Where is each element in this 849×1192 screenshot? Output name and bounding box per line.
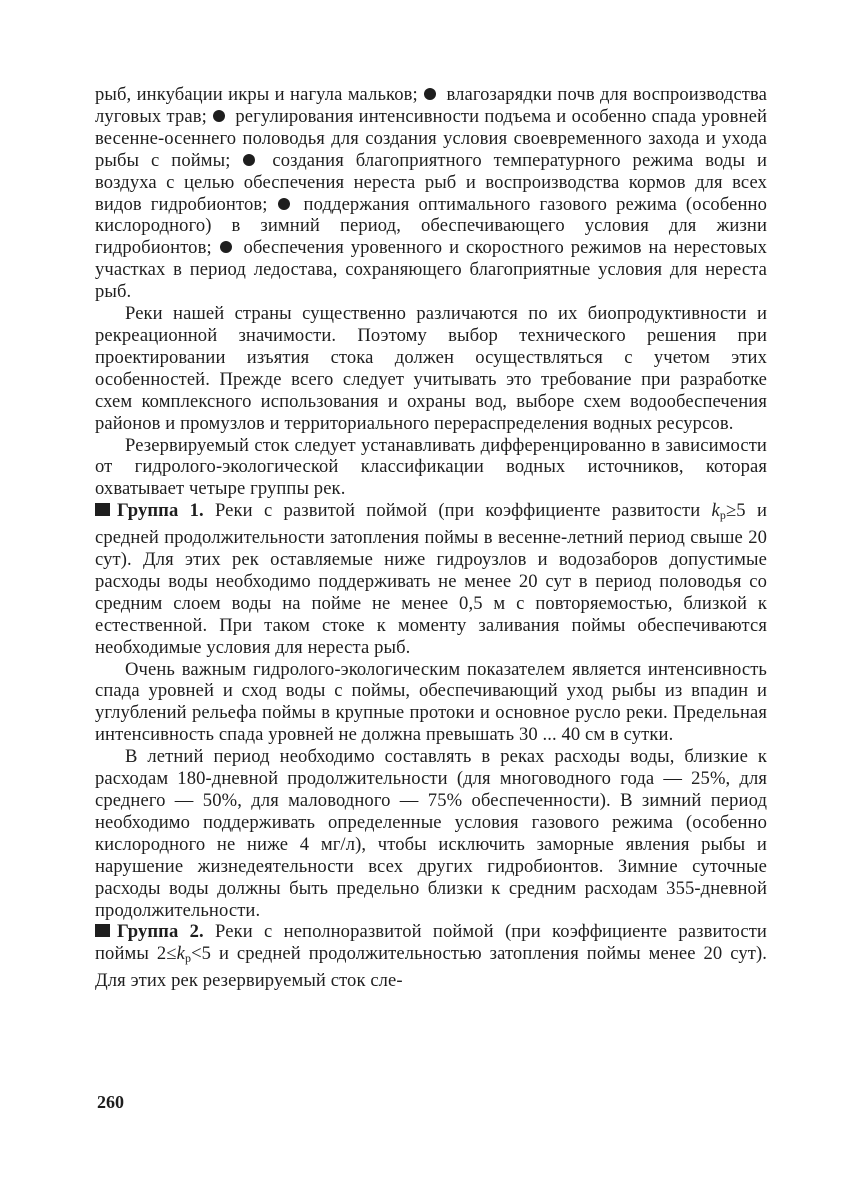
square-marker-icon	[95, 924, 110, 937]
text-segment: влагозарядки почв для воспроизводства луговых трав;	[95, 84, 768, 127]
group-1-label: Группа 1.	[117, 500, 204, 522]
math-subscript: p	[184, 951, 192, 966]
math-variable: k	[711, 500, 720, 522]
math-relation: <5	[191, 943, 212, 965]
text-segment: Реки с неполноразвитой поймой (при коэффициенте развитости поймы	[95, 921, 767, 965]
bullet-dot-icon	[213, 110, 225, 122]
paragraph-6: В летний период необходимо составлять в реках расходы воды, близкие к расходам 180-дневной продолжительности (для многоводного года — 25%, для среднего — 50%, для маловодного — 75% обеспеченности). В зимний период необходимо поддерживать определенные условия газового режима (особенно кислородного не ниже 4 мг/л), чтобы исключить заморные явления рыбы и нарушение жизнедеятельности всех других гидробионтов. Зимние суточные расходы воды должны быть предельно близки к средним расходам 355-дневной продолжительности.	[95, 746, 767, 921]
page-body	[95, 84, 767, 992]
paragraph-3: Резервируемый сток следует устанавливать дифференцированно в зависимости от гидролого-экологической классификации водных источников, которая охватывает четыре группы рек.	[95, 434, 767, 500]
text-segment: Реки с развитой поймой (при коэффициенте развитости	[214, 500, 701, 522]
group-2-label: Группа 2.	[117, 921, 204, 943]
paragraph-5: Очень важным гидролого-экологическим показателем является интенсивность спада уровней и сход воды с поймы, обеспечивающий уход рыбы из впадин и углублений рельефа поймы в крупные протоки и основное русло реки. Предельная интенсивность спада уровней не должна превышать 30 ... 40 см в сутки.	[95, 658, 767, 746]
square-marker-icon	[95, 503, 110, 516]
bullet-dot-icon	[243, 154, 255, 166]
text-segment: поддержания оптимального газового режима (особенно кислородного) в зимний период, обеспечивающего условия для жизни гидробионтов;	[95, 193, 767, 259]
paragraph-1	[95, 84, 767, 303]
text-segment: и средней продолжительности затопления поймы в весенне-летний период свыше 20 сут). Для этих рек оставляемые ниже гидроузлов и водозаборов допустимые расходы воды необходимо поддерживать не менее 20 сут в период половодья со средним слоем воды на пойме не менее 0,5 м с повторяемостью, близкой к естественной. При таком стоке к моменту заливания поймы обеспечиваются необходимые условия для нереста рыб.	[95, 500, 767, 658]
group-2-paragraph	[95, 921, 767, 992]
text-segment: создания благоприятного температурного режима воды и воздуха с целью обеспечения нереста рыб и воспроизводства кормов для всех видов гидробионтов;	[95, 149, 768, 215]
text-segment: обеспечения уровенного и скоростного режимов на нерестовых участках в период ледостава, сохраняющего благоприятные условия для нереста рыб.	[95, 237, 767, 303]
math-relation: ≥5	[726, 500, 746, 522]
math-relation: 2≤	[156, 943, 177, 965]
text-segment: рыб, инкубации икры и нагула мальков;	[95, 84, 418, 105]
bullet-dot-icon	[278, 198, 290, 210]
math-subscript: p	[719, 508, 726, 523]
page-number: 260	[97, 1092, 124, 1112]
bullet-dot-icon	[220, 241, 232, 253]
bullet-dot-icon	[424, 88, 436, 100]
math-variable: k	[176, 943, 185, 965]
text-segment: регулирования интенсивности подъема и особенно спада уровней весенне-осеннего половодья для создания условия своевременного захода и ухода рыбы с поймы;	[95, 105, 768, 171]
text-segment: и средней продолжительностью затопления поймы менее 20 сут). Для этих рек резервируемый сток сле-	[95, 943, 768, 992]
paragraph-2: Реки нашей страны существенно различаются по их биопродуктивности и рекреационной значимости. Поэтому выбор технического решения при проектировании изъятия стока должен осуществляться с учетом этих особенностей. Прежде всего следует учитывать это требование при разработке схем комплексного использования и охраны вод, выборе схем водообеспечения районов и промузлов и территориального перераспределения водных ресурсов.	[95, 303, 767, 434]
group-1-paragraph	[95, 500, 767, 658]
